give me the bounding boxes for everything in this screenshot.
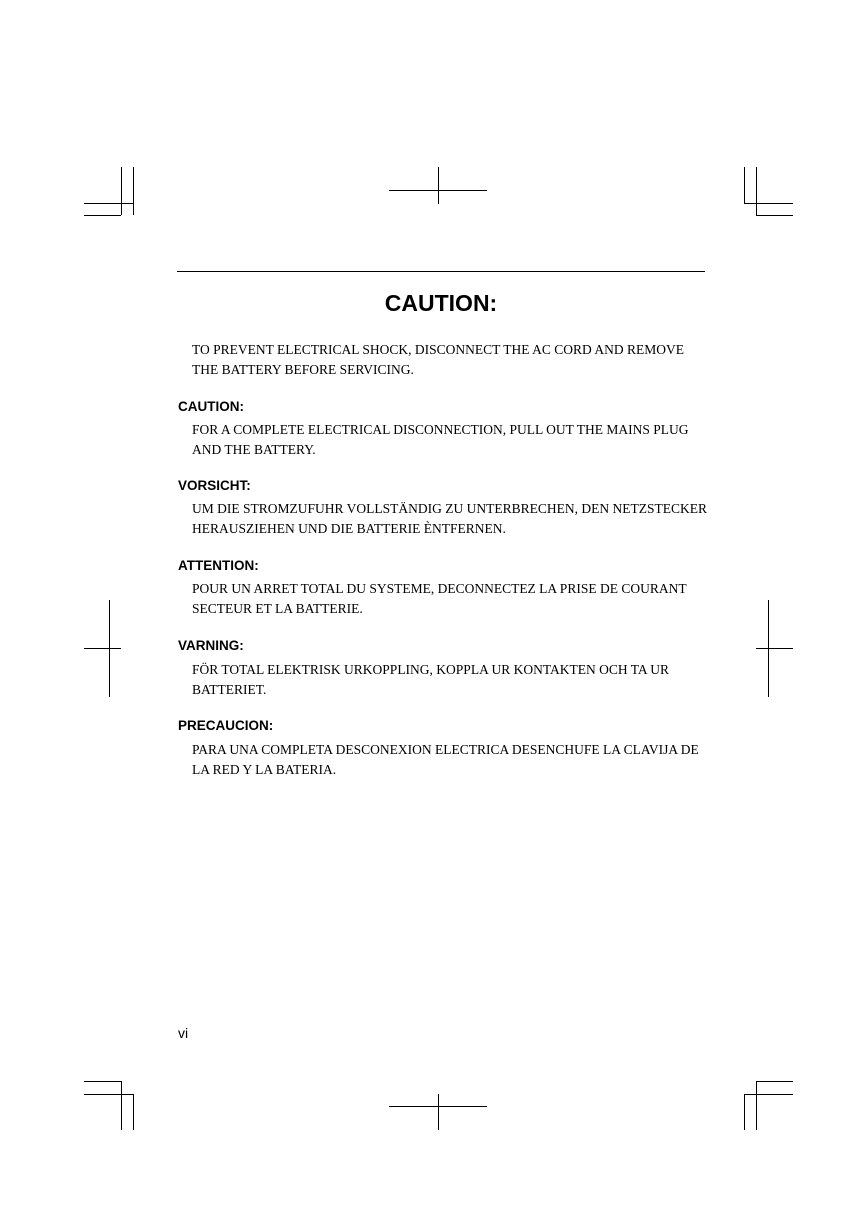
crop-mark-top-left-h	[84, 203, 133, 204]
crop-mark-top-right-v1	[744, 167, 745, 204]
crop-mark-top-center-v	[438, 167, 439, 204]
crop-mark-top-left-v2	[133, 167, 134, 215]
crop-mark-bottom-right-v2	[756, 1081, 757, 1130]
crop-mark-bottom-left-h2	[84, 1094, 133, 1095]
section-text-varning: FÖR TOTAL ELEKTRISK URKOPPLING, KOPPLA UR KONTAKTEN OCH TA UR BATTERIET.	[192, 662, 670, 697]
crop-mark-mid-right-h	[756, 648, 793, 649]
top-rule	[177, 271, 705, 272]
crop-mark-top-right-h2	[756, 215, 793, 216]
section-text-caution: FOR A COMPLETE ELECTRICAL DISCONNECTION, PULL OUT THE MAINS PLUG AND THE BATTERY.	[192, 422, 689, 457]
section-heading-precaucion: PRECAUCION:	[178, 718, 274, 733]
section-text-vorsicht: UM DIE STROMZUFUHR VOLLSTÄNDIG ZU UNTERBRECHEN, DEN NETZSTECKER HERAUSZIEHEN UND DIE BATTERIE ÈNTFERNEN.	[192, 501, 707, 536]
section-text-attention: POUR UN ARRET TOTAL DU SYSTEME, DECONNECTEZ LA PRISE DE COURANT SECTEUR ET LA BATTERIE.	[192, 581, 687, 616]
section-text-precaucion: PARA UNA COMPLETA DESCONEXION ELECTRICA DESENCHUFE LA CLAVIJA DE LA RED Y LA BATERIA.	[192, 742, 699, 777]
crop-mark-bottom-right-h2	[744, 1094, 793, 1095]
crop-mark-top-right-v2	[756, 167, 757, 215]
page-number: vi	[178, 1025, 189, 1041]
page-title: CAUTION:	[384, 290, 498, 316]
crop-mark-bottom-right-h1	[756, 1081, 793, 1082]
crop-mark-bottom-left-h1	[84, 1081, 121, 1082]
crop-mark-bottom-right-v1	[744, 1094, 745, 1130]
crop-mark-top-right-h1	[744, 203, 793, 204]
crop-mark-mid-left-h	[84, 648, 121, 649]
crop-mark-top-left-v1	[121, 167, 122, 215]
section-heading-attention: ATTENTION:	[178, 558, 259, 573]
section-heading-vorsicht: VORSICHT:	[178, 478, 251, 493]
crop-mark-bottom-center-v	[438, 1094, 439, 1130]
crop-mark-top-left-h2	[84, 215, 121, 216]
crop-mark-bottom-left-v2	[133, 1094, 134, 1130]
crop-mark-mid-left-v	[109, 600, 110, 697]
crop-mark-mid-right-v	[768, 600, 769, 697]
intro-text: TO PREVENT ELECTRICAL SHOCK, DISCONNECT THE AC CORD AND REMOVE THE BATTERY BEFORE SERVICING.	[192, 342, 685, 377]
crop-mark-bottom-left-v1	[121, 1081, 122, 1130]
section-heading-varning: VARNING:	[178, 638, 244, 653]
section-heading-caution: CAUTION:	[178, 399, 244, 414]
